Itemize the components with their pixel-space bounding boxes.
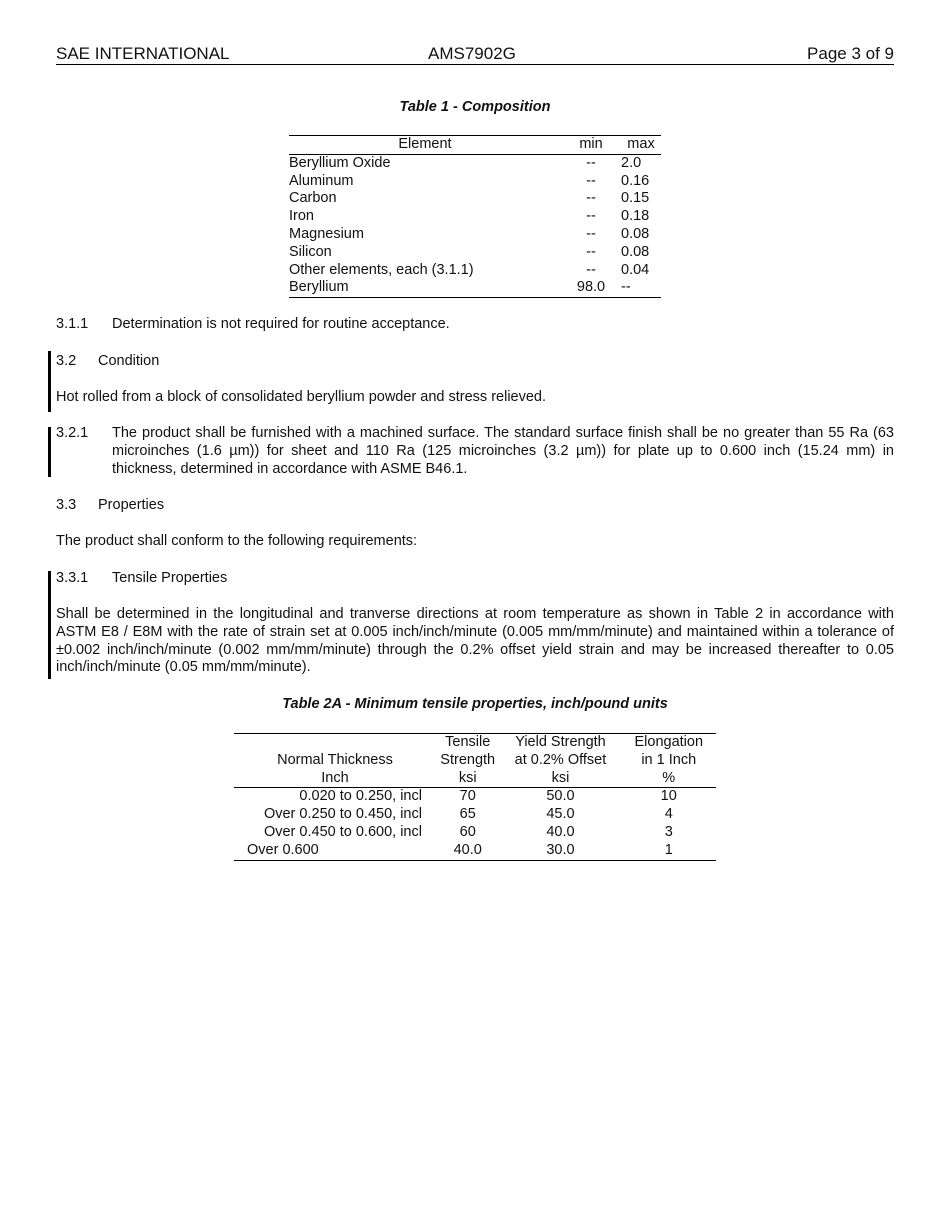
max-cell: 0.15 bbox=[621, 190, 650, 207]
section-number: 3.3.1 bbox=[56, 570, 89, 586]
tensile-cell: 65 bbox=[459, 806, 476, 823]
element-cell: Other elements, each (3.1.1) bbox=[289, 261, 474, 278]
elongation-cell: 10 bbox=[660, 788, 677, 805]
section-3-3-text: The product shall conform to the following requirements: bbox=[56, 533, 418, 549]
section-3-3-heading bbox=[56, 497, 164, 513]
min-cell: 98.0 bbox=[576, 279, 606, 296]
section-3-2-text: Hot rolled from a block of consolidated beryllium powder and stress relieved. bbox=[56, 389, 547, 405]
section-number: 3.3 bbox=[56, 497, 77, 513]
max-cell: -- bbox=[621, 279, 631, 296]
element-cell: Aluminum bbox=[289, 172, 354, 189]
thickness-cell: Over 0.450 to 0.600, incl bbox=[263, 823, 422, 840]
tensile-properties-table bbox=[234, 733, 716, 861]
section-number: 3.2.1 bbox=[56, 425, 89, 441]
table-row bbox=[234, 806, 716, 824]
table-row bbox=[289, 208, 661, 226]
section-text: The product shall be furnished with a machined surface. The standard surface finish shall be no greater than 55 Ra (63 microinches (1.6 µm)) for sheet and 110 Ra (125 microinches (3.2 µm)) for plate up to 0.600 inch (15.24 mm) in thickness, determined in accordance with ASME B46.1. bbox=[112, 425, 894, 477]
column-header: max bbox=[627, 136, 655, 152]
yield-cell: 45.0 bbox=[546, 806, 575, 823]
element-cell: Beryllium bbox=[289, 279, 349, 296]
min-cell: -- bbox=[586, 190, 596, 207]
section-3-1-1 bbox=[56, 316, 450, 332]
section-text: Determination is not required for routine acceptance. bbox=[112, 316, 450, 332]
min-cell: -- bbox=[586, 172, 596, 189]
tensile-cell: 60 bbox=[459, 823, 476, 840]
thickness-cell: Over 0.600 bbox=[247, 841, 319, 858]
max-cell: 2.0 bbox=[621, 154, 642, 171]
max-cell: 0.04 bbox=[621, 261, 650, 278]
revision-bar bbox=[48, 351, 51, 412]
min-cell: -- bbox=[586, 243, 596, 260]
table-row bbox=[234, 788, 716, 806]
section-3-2-1 bbox=[56, 425, 894, 478]
yield-cell: 30.0 bbox=[546, 841, 575, 858]
element-cell: Iron bbox=[289, 208, 314, 225]
elongation-cell: 1 bbox=[664, 841, 673, 858]
max-cell: 0.08 bbox=[621, 225, 650, 242]
section-title: Tensile Properties bbox=[112, 570, 228, 586]
header-page-number: Page 3 of 9 bbox=[807, 44, 894, 63]
composition-table bbox=[289, 135, 661, 298]
page-header bbox=[56, 44, 894, 65]
column-header: Element bbox=[398, 136, 452, 152]
table-row bbox=[234, 842, 716, 860]
min-cell: -- bbox=[586, 225, 596, 242]
header-organization: SAE INTERNATIONAL bbox=[56, 44, 230, 63]
header-document-number: AMS7902G bbox=[428, 44, 516, 63]
table-row bbox=[289, 154, 661, 172]
max-cell: 0.16 bbox=[621, 172, 650, 189]
thickness-cell: 0.020 to 0.250, incl bbox=[299, 788, 422, 805]
element-cell: Carbon bbox=[289, 190, 337, 207]
tensile-cell: 70 bbox=[459, 788, 476, 805]
table1-title: Table 1 - Composition bbox=[399, 99, 551, 115]
elongation-cell: 3 bbox=[664, 823, 673, 840]
tensile-cell: 40.0 bbox=[453, 841, 482, 858]
table-row bbox=[289, 173, 661, 191]
section-3-3-1-heading bbox=[56, 570, 227, 586]
min-cell: -- bbox=[586, 154, 596, 171]
table2-title: Table 2A - Minimum tensile properties, inch/pound units bbox=[282, 696, 668, 712]
revision-bar bbox=[48, 571, 51, 679]
element-cell: Beryllium Oxide bbox=[289, 154, 391, 171]
section-3-2-heading bbox=[56, 353, 159, 369]
revision-bar bbox=[48, 427, 51, 477]
section-title: Properties bbox=[98, 497, 165, 513]
section-3-3-1-text: Shall be determined in the longitudinal and tranverse directions at room temperature as shown in Table 2 in accordance with ASTM E8 / E8M with the rate of strain set at 0.005 inch/inch/minute (0.005 mm/mm/minute) and maintained within a tolerance of ±0.002 inch/inch/minute (0.002 mm/mm/minute) through the 0.2% offset yield strain and may be increased thereafter to 0.05 inch/inch/minute (0.05 mm/mm/minute). bbox=[56, 606, 894, 676]
element-cell: Magnesium bbox=[289, 225, 364, 242]
yield-cell: 40.0 bbox=[546, 823, 575, 840]
table-row bbox=[289, 279, 661, 297]
min-cell: -- bbox=[586, 208, 596, 225]
table-row bbox=[289, 262, 661, 280]
thickness-cell: Over 0.250 to 0.450, incl bbox=[263, 806, 422, 823]
table-row bbox=[289, 244, 661, 262]
table-row bbox=[289, 226, 661, 244]
column-header: Yield Strength at 0.2% Offset ksi bbox=[514, 734, 607, 786]
table-header-row bbox=[289, 136, 661, 155]
column-header: Normal Thickness Inch bbox=[277, 751, 393, 786]
element-cell: Silicon bbox=[289, 243, 332, 260]
max-cell: 0.08 bbox=[621, 243, 650, 260]
section-number: 3.1.1 bbox=[56, 316, 89, 332]
min-cell: -- bbox=[586, 261, 596, 278]
table-row bbox=[234, 824, 716, 842]
elongation-cell: 4 bbox=[664, 806, 673, 823]
table-header-row bbox=[234, 734, 716, 788]
table-row bbox=[289, 190, 661, 208]
column-header: Tensile Strength ksi bbox=[440, 734, 496, 786]
yield-cell: 50.0 bbox=[546, 788, 575, 805]
max-cell: 0.18 bbox=[621, 208, 650, 225]
section-number: 3.2 bbox=[56, 353, 77, 369]
section-title: Condition bbox=[98, 353, 160, 369]
column-header: min bbox=[579, 136, 603, 152]
column-header: Elongation in 1 Inch % bbox=[634, 734, 704, 786]
